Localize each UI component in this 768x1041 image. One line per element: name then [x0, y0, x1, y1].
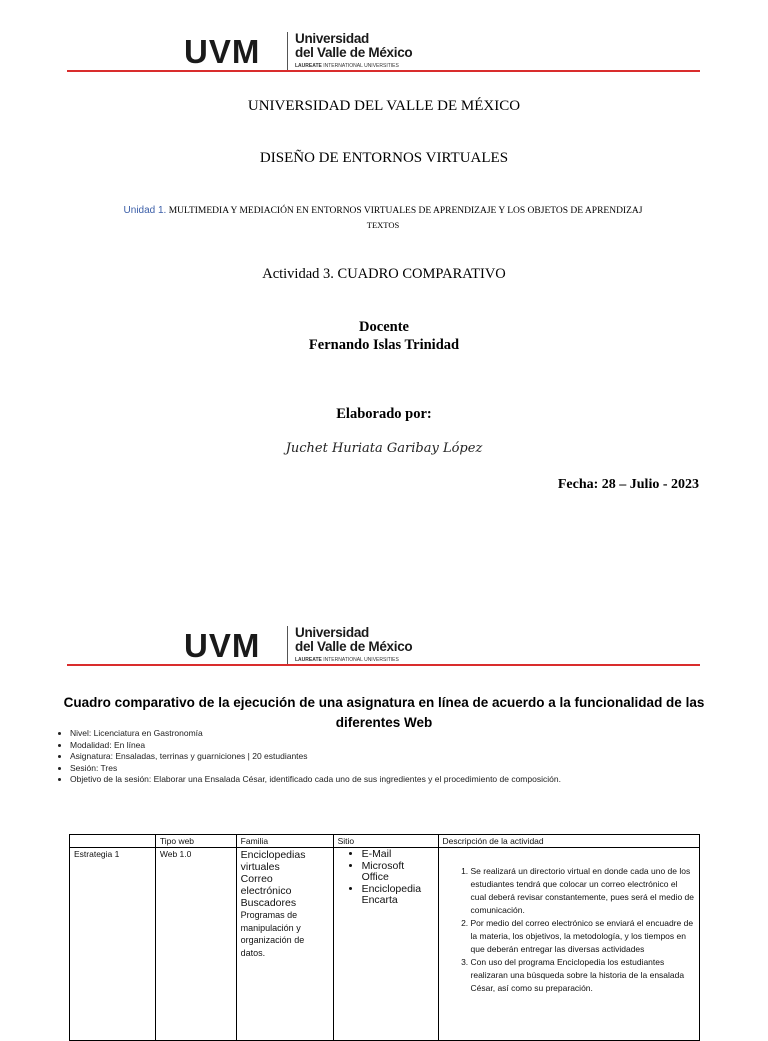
comparison-heading-line2: diferentes Web — [335, 715, 433, 730]
date-line: Fecha: 28 – Julio - 2023 — [557, 477, 699, 492]
info-item: • Objetivo de la sesión: Elaborar una Ensalada César, identificado cada uno de sus ingredientes y el procedimiento de composición. — [70, 774, 561, 786]
site-item: • Enciclopedia Encarta — [362, 884, 434, 907]
activity-title: Actividad 3. CUADRO COMPARATIVO — [262, 266, 506, 282]
logo-tagline: LAUREATE INTERNATIONAL UNIVERSITIES — [295, 63, 399, 69]
logo-divider — [287, 626, 288, 664]
web-type-cell: Web 1.0 — [155, 848, 236, 1041]
logo-name-line1: Universidad — [295, 31, 369, 46]
logo-tagline: LAUREATE INTERNATIONAL UNIVERSITIES — [295, 657, 399, 663]
family-line: virtuales — [240, 861, 280, 873]
logo-mark: UVM — [184, 627, 261, 664]
info-item: • Nivel: Licenciatura en Gastronomía — [70, 728, 561, 740]
site-item: • Microsoft Office — [362, 861, 434, 884]
comparison-heading-line1: Cuadro comparativo de la ejecución de una asignatura en línea de acuerdo a la funcionalidad de las — [63, 695, 705, 710]
header-cell-descripcion: Descripción de la actividad — [438, 835, 699, 848]
logo-divider — [287, 32, 288, 70]
university-title: UNIVERSIDAD DEL VALLE DE MÉXICO — [247, 98, 521, 114]
family-cell — [236, 848, 333, 1041]
docente-label: Docente — [359, 319, 409, 335]
info-item: • Modalidad: En línea — [70, 740, 561, 752]
table-row — [70, 848, 700, 1041]
docente-name: Fernando Islas Trinidad — [308, 337, 460, 353]
elaborado-label: Elaborado por: — [336, 406, 432, 422]
family-programs: Programas de manipulación y organización de datos. — [240, 910, 305, 958]
activity-item: 2. Por medio del correo electrónico se enviará el encuadre de la materia, los objetivos, la metodología, y los tiempos en que deberán entregar las diversas actividades — [471, 917, 695, 956]
site-cell — [333, 848, 438, 1041]
logo-name — [295, 32, 412, 60]
author-name: Juchet Huriata Garibay López — [285, 441, 483, 456]
family-line: Correo — [240, 873, 273, 885]
uvm-logo-page2 — [184, 626, 424, 666]
activity-list — [443, 865, 695, 995]
family-line: Enciclopedias — [240, 849, 306, 861]
site-list — [338, 849, 434, 907]
header-cell-tipo-web: Tipo web — [155, 835, 236, 848]
logo-name-line1: Universidad — [295, 625, 369, 640]
table-header-row — [70, 835, 700, 848]
description-cell — [438, 848, 699, 1041]
comparison-table — [69, 834, 700, 1041]
header-red-line — [67, 70, 700, 72]
header-red-line-page2 — [67, 664, 700, 666]
header-cell-familia: Familia — [236, 835, 333, 848]
strategy-cell: Estrategia 1 — [70, 848, 156, 1041]
header-cell-empty — [70, 835, 156, 848]
header-cell-sitio: Sitio — [333, 835, 438, 848]
family-line: electrónico — [240, 885, 292, 897]
activity-item: 3. Con uso del programa Enciclopedia los estudiantes realizaran una búsqueda sobre la historia de la ensalada César, así como su preparación. — [471, 956, 695, 995]
unit-text: MULTIMEDIA Y MEDIACIÓN EN ENTORNOS VIRTUALES DE APRENDIZAJE Y LOS OBJETOS DE APRENDIZAJ — [166, 206, 643, 216]
logo-name-line2: del Valle de México — [295, 639, 413, 654]
uvm-logo — [184, 32, 424, 72]
info-item: • Sesión: Tres — [70, 763, 561, 775]
logo-mark: UVM — [184, 33, 261, 70]
comparison-heading — [60, 693, 708, 733]
activity-item: 1. Se realizará un directorio virtual en donde cada uno de los estudiantes tendrá que colocar un correo electrónico el cual deberá revisar constantemente, pues será el medio de comunicación. — [471, 865, 695, 917]
unit-line — [68, 204, 698, 233]
unit-label: Unidad 1. — [123, 205, 167, 216]
family-line: Buscadores — [240, 897, 297, 909]
logo-name — [295, 626, 412, 654]
unit-text-2: TEXTOS — [366, 220, 400, 230]
site-item: • E-Mail — [362, 849, 434, 861]
logo-name-line2: del Valle de México — [295, 45, 413, 60]
info-item: • Asignatura: Ensaladas, terrinas y guarniciones | 20 estudiantes — [70, 751, 561, 763]
session-info-list — [50, 728, 561, 786]
course-title: DISEÑO DE ENTORNOS VIRTUALES — [259, 150, 509, 166]
